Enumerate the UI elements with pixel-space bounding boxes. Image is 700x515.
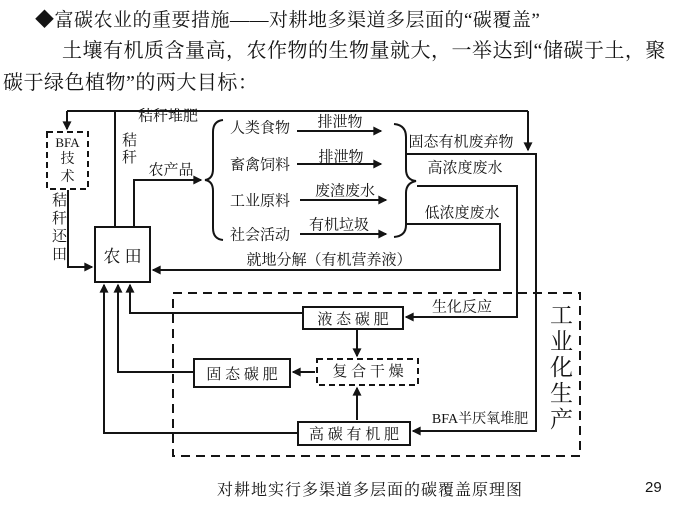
left-brace xyxy=(205,120,223,240)
solid-carbon-fertilizer-box: 固 态 碳 肥 xyxy=(193,358,291,388)
agricultural-products-arrow xyxy=(134,180,201,228)
agricultural-products-label: 农产品 xyxy=(148,162,194,179)
waste-residue-wastewater-label: 废渣废水 xyxy=(314,183,376,200)
farm-box: 农 田 xyxy=(94,226,151,283)
high-concentration-wastewater-label: 高浓度废水 xyxy=(427,160,503,177)
bfa-line-3: 术 xyxy=(60,169,75,185)
bfa-line-2: 技 xyxy=(60,152,75,168)
solid-organic-waste-label: 固态有机废弃物 xyxy=(408,134,514,151)
industrial-production-label: 工业化生产 xyxy=(547,303,572,433)
excreta-label-1: 排泄物 xyxy=(317,114,363,131)
straw-label: 秸秆 xyxy=(120,132,136,166)
slide-body-line-2: 碳于绿色植物”的两大目标： xyxy=(3,72,259,94)
excreta-label-2: 排泄物 xyxy=(318,149,364,166)
social-activities-label: 社会活动 xyxy=(229,227,291,244)
livestock-feed-label: 畜禽饲料 xyxy=(229,157,291,174)
industrial-raw-materials-label: 工业原料 xyxy=(229,193,291,210)
straw-return-label: 秸秆还田 xyxy=(50,192,66,264)
low-concentration-wastewater-label: 低浓度废水 xyxy=(424,205,500,222)
human-food-label: 人类食物 xyxy=(229,120,291,137)
in-situ-decomposition-label: 就地分解（有机营养液） xyxy=(246,252,412,269)
bfa-technology-box xyxy=(46,131,89,190)
high-carbon-organic-fertilizer-box: 高 碳 有 机 肥 xyxy=(297,421,411,446)
straw-return-arrow xyxy=(68,190,92,267)
slide-title: ◆富碳农业的重要措施——对耕地多渠道多层面的“碳覆盖” xyxy=(35,10,541,31)
page-number: 29 xyxy=(645,479,662,496)
liquid-carbon-fertilizer-box: 液 态 碳 肥 xyxy=(302,306,404,330)
straw-composting-label: 秸秆堆肥 xyxy=(137,108,199,125)
slide-body-line-1: 土壤有机质含量高，农作物的生物量就大，一举达到“储碳于土，聚 xyxy=(62,40,666,62)
figure-caption: 对耕地实行多渠道多层面的碳覆盖原理图 xyxy=(217,482,524,499)
organic-garbage-label: 有机垃圾 xyxy=(308,217,370,234)
bfa-semi-anaerobic-composting-label: BFA半厌氧堆肥 xyxy=(431,412,529,427)
composite-drying-box: 复 合 干 燥 xyxy=(332,363,404,380)
bfa-line-1: BFA xyxy=(55,134,80,150)
biochemical-reaction-label: 生化反应 xyxy=(431,299,493,316)
liquid-fertilizer-to-farm-arrow xyxy=(130,285,302,313)
